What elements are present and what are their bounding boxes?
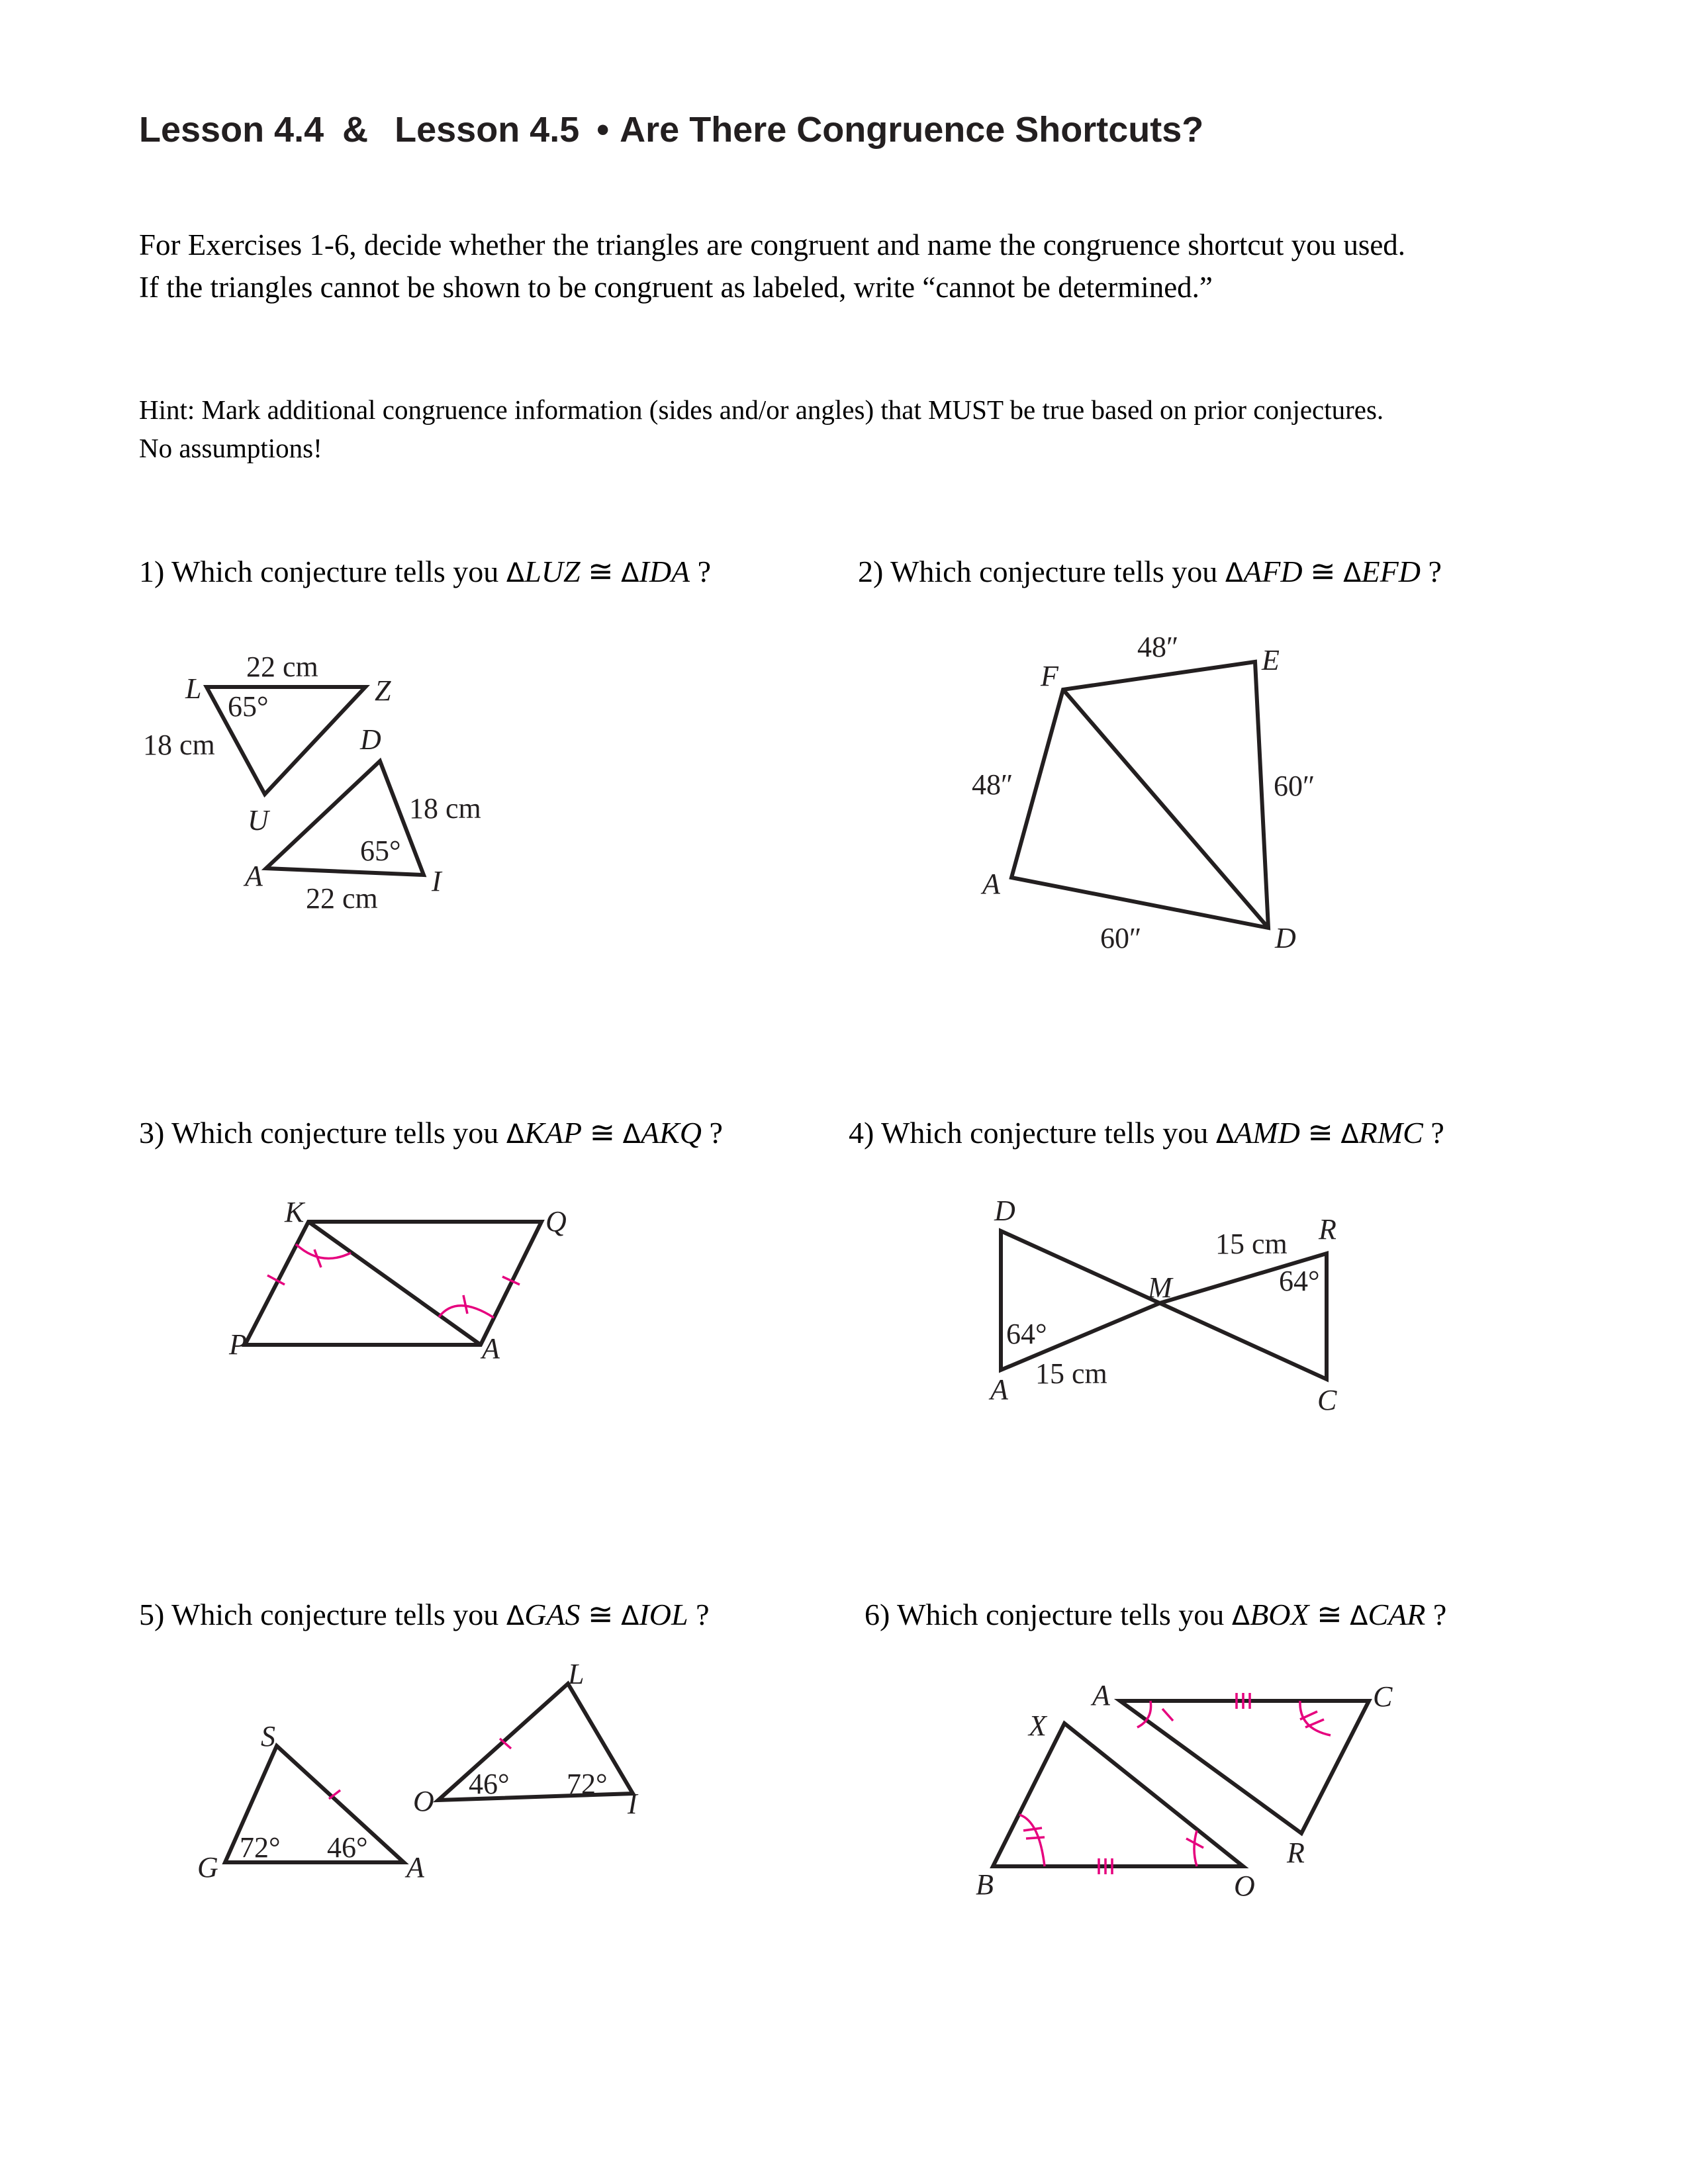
question-5: 5) Which conjecture tells you ΔGAS ≅ ΔIOL ? (139, 1598, 710, 1631)
vertex-A: A (406, 1851, 424, 1884)
question-1: 1) Which conjecture tells you ΔLUZ ≅ ΔIDA ? (139, 555, 712, 588)
question-3: 3) Which conjecture tells you ΔKAP ≅ ΔAKQ ? (139, 1116, 723, 1150)
side-rm-label: 15 cm (1215, 1228, 1288, 1260)
question-6: 6) Which conjecture tells you ΔBOX ≅ ΔCAR ? (865, 1598, 1447, 1631)
figure-6 (976, 1679, 1393, 1902)
vertex-D: D (994, 1195, 1015, 1227)
angle-r-label: 64° (1279, 1265, 1320, 1297)
triangle-car (1120, 1701, 1369, 1833)
vertex-B: B (976, 1868, 994, 1901)
side-ad-label: 60″ (1100, 922, 1142, 954)
vertex-I: I (432, 865, 442, 897)
instructions-line-1: For Exercises 1-6, decide whether the triangles are congruent and name the congruence shortcut you used. (139, 228, 1406, 261)
vertex-A: A (1092, 1679, 1110, 1711)
figure-1 (143, 651, 481, 915)
lesson-a: Lesson 4.4 (139, 110, 324, 150)
amp: & (342, 110, 369, 150)
vertex-R: R (1319, 1213, 1336, 1246)
lesson-title: Are There Congruence Shortcuts? (620, 110, 1204, 150)
vertex-Z: Z (375, 674, 391, 707)
arc-tick-a (1162, 1709, 1173, 1721)
vertex-I: I (628, 1788, 637, 1820)
arc-angle-o (1194, 1831, 1197, 1866)
side-fe-label: 48″ (1137, 631, 1179, 663)
arc-tick-b-1 (1023, 1828, 1042, 1831)
vertex-D: D (1275, 922, 1296, 954)
vertex-S: S (261, 1720, 275, 1752)
angle-g-label: 72° (240, 1831, 281, 1864)
triangle-box (993, 1723, 1243, 1866)
figure-5 (197, 1658, 639, 1884)
vertex-C: C (1317, 1384, 1337, 1416)
vertex-D: D (360, 723, 381, 756)
arc-tick-b-2 (1026, 1837, 1045, 1839)
vertex-L: L (185, 672, 202, 705)
vertex-G: G (197, 1851, 218, 1884)
side-di-label: 18 cm (409, 792, 481, 825)
vertex-A: A (245, 860, 263, 892)
quadrilateral-afed (1011, 662, 1268, 928)
vertex-P: P (229, 1328, 247, 1361)
arc-angle-b (1019, 1815, 1045, 1866)
vertex-U: U (248, 804, 269, 837)
question-4: 4) Which conjecture tells you ΔAMD ≅ ΔRMC ? (849, 1116, 1444, 1150)
question-2: 2) Which conjecture tells you ΔAFD ≅ ΔEFD ? (858, 555, 1442, 588)
figure-4 (988, 1195, 1337, 1416)
angle-i-label: 65° (360, 835, 401, 867)
side-am-label: 15 cm (1035, 1357, 1107, 1390)
angle-a-label: 46° (327, 1831, 368, 1864)
vertex-X: X (1029, 1709, 1047, 1742)
vertex-E: E (1262, 644, 1280, 676)
diagonal-ka (308, 1222, 481, 1345)
hint-line-2: No assumptions! (139, 433, 322, 463)
figure-2 (972, 631, 1315, 954)
lesson-b: Lesson 4.5 (395, 110, 580, 150)
vertex-O: O (413, 1785, 434, 1817)
bullet: • (596, 110, 610, 150)
vertex-M: M (1148, 1271, 1172, 1304)
hint-line-1: Hint: Mark additional congruence information (sides and/or angles) that MUST be true based on prior conjectures. (139, 394, 1384, 425)
vertex-L: L (568, 1658, 585, 1690)
side-lz-label: 22 cm (246, 651, 318, 683)
vertex-A: A (982, 868, 1000, 900)
side-ed-label: 60″ (1274, 770, 1315, 802)
side-lu-label: 18 cm (143, 729, 215, 761)
vertex-O: O (1234, 1870, 1255, 1902)
angle-i-label: 72° (567, 1768, 608, 1800)
vertex-K: K (285, 1196, 305, 1228)
vertex-C: C (1373, 1680, 1393, 1713)
arc-tick-a (463, 1295, 467, 1314)
angle-a-label: 64° (1006, 1318, 1047, 1350)
side-af-label: 48″ (972, 768, 1013, 801)
angle-l-label: 65° (228, 690, 269, 723)
vertex-Q: Q (545, 1205, 567, 1238)
vertex-A: A (482, 1332, 500, 1365)
angle-o-label: 46° (469, 1768, 510, 1800)
side-ai-label: 22 cm (306, 882, 378, 915)
vertex-R: R (1287, 1837, 1305, 1869)
vertex-A: A (990, 1373, 1008, 1406)
figure-3 (228, 1196, 567, 1365)
vertex-F: F (1041, 660, 1058, 692)
instructions-line-2: If the triangles cannot be shown to be congruent as labeled, write “cannot be determined.” (139, 271, 1213, 304)
